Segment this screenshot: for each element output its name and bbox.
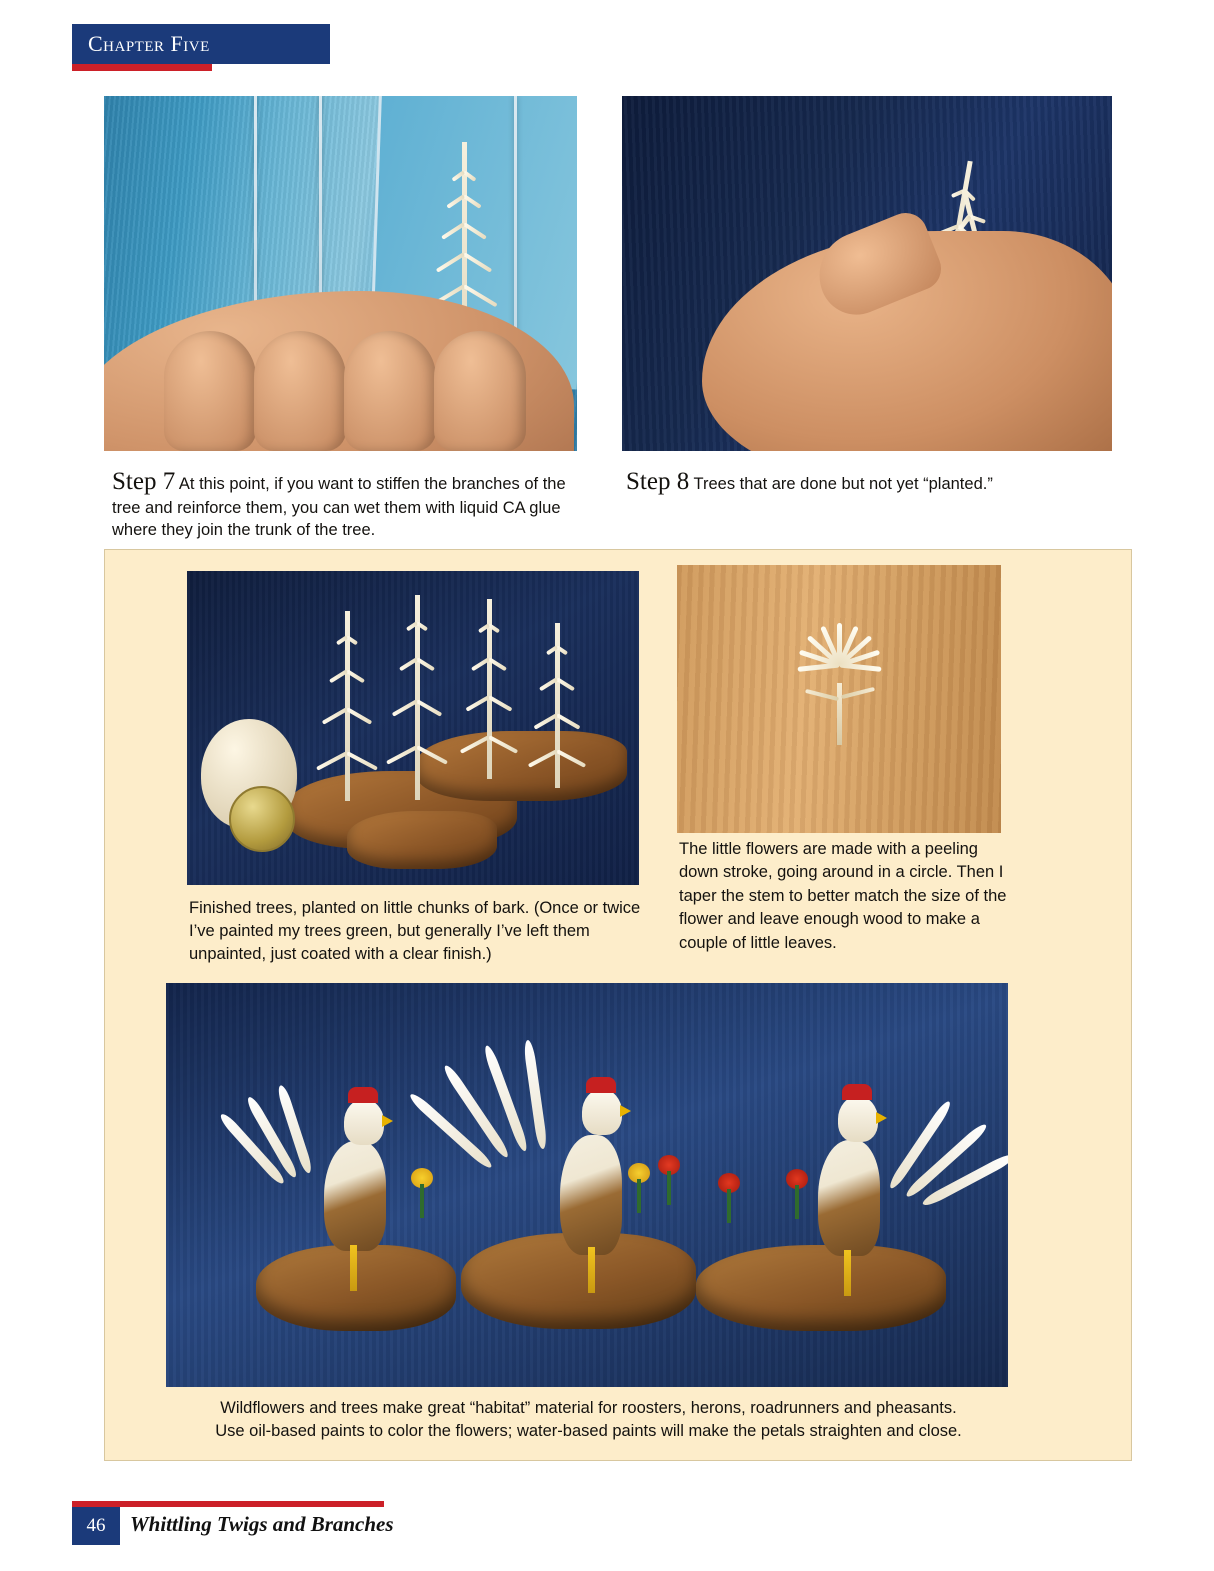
rooster-leg [350, 1245, 357, 1291]
flower-petal [839, 663, 881, 672]
carved-tree [377, 595, 457, 800]
finger [344, 331, 436, 451]
rooster-comb [586, 1077, 616, 1093]
flower-stem [837, 683, 842, 745]
flower-leaf [805, 689, 839, 701]
rooster-body [818, 1140, 880, 1256]
caption-finished-trees: Finished trees, planted on little chunks of bark. (Once or twice I’ve painted my trees green, but generally I’ve left them unpainted, just coated with a clear finish.) [189, 899, 641, 963]
photo-step8-finished-trees-in-hand [622, 96, 1112, 451]
flower-stalk [727, 1189, 731, 1223]
book-title: Whittling Twigs and Branches [130, 1512, 394, 1536]
flower-stalk [795, 1185, 799, 1219]
tree-branch [463, 252, 492, 272]
caption-step7 [112, 465, 592, 542]
caption-roosters-line2: Use oil-based paints to color the flowers; water-based paints will make the petals straighten and close. [215, 1422, 962, 1441]
tail-feather [523, 1039, 548, 1149]
carved-rooster [476, 1017, 666, 1307]
flower-petal [797, 663, 839, 672]
tree-branch [316, 751, 348, 770]
chapter-header [72, 24, 330, 64]
rooster-head [344, 1099, 384, 1145]
finger [434, 331, 526, 451]
rooster-body [324, 1141, 386, 1251]
tree-branch [416, 745, 448, 764]
tree-branch [460, 735, 490, 754]
chapter-header-rule [72, 64, 212, 71]
rooster-head [838, 1096, 878, 1142]
step8-label: Step 8 [626, 468, 690, 495]
photo-finished-trees-on-bark [187, 571, 639, 885]
tree-branch [528, 749, 558, 768]
rooster-head [582, 1089, 622, 1135]
rooster-beak [876, 1112, 887, 1124]
caption-roosters-line1: Wildflowers and trees make great “habitat” material for roosters, herons, roadrunners and pheasants. [220, 1399, 957, 1417]
flower-leaf [841, 687, 875, 699]
tree-branch [488, 735, 518, 754]
flower-stalk [420, 1184, 424, 1218]
carved-rooster [266, 1043, 426, 1303]
flower-stalk [667, 1171, 671, 1205]
photo-step7-knife-and-tree [104, 96, 577, 451]
tree-branch [436, 252, 465, 272]
rooster-beak [620, 1105, 631, 1117]
carved-tree [517, 623, 597, 788]
tree-branch [556, 749, 586, 768]
finger [164, 331, 256, 451]
rooster-beak [382, 1115, 393, 1127]
page-number: 46 [72, 1507, 120, 1545]
quarter-coin [229, 786, 295, 852]
tree-branch [463, 284, 498, 307]
rooster-comb [348, 1087, 378, 1103]
caption-step8 [626, 465, 1096, 498]
photo-little-flower-on-wood [677, 565, 1001, 833]
finger [254, 331, 346, 451]
rooster-leg [844, 1250, 851, 1296]
rooster-body [560, 1135, 622, 1255]
caption-roosters [166, 1397, 1011, 1444]
carved-tree [307, 611, 387, 801]
tail-feather [921, 1152, 1008, 1209]
rooster-comb [842, 1084, 872, 1100]
step8-caption-text: Trees that are done but not yet “planted.” [693, 475, 993, 493]
step7-label: Step 7 [112, 468, 176, 495]
flower-stalk [637, 1179, 641, 1213]
tree-branch [346, 751, 378, 770]
chapter-header-label: Chapter Five [88, 31, 210, 56]
caption-little-flower: The little flowers are made with a peeling down stroke, going around in a circle. Then I taper the stem to better match the size of the flower and leave enough wood to make a couple of little leaves. [679, 840, 1007, 952]
step7-caption-text: At this point, if you want to stiffen the branches of the tree and reinforce them, you can wet them with liquid CA glue where they join the trunk of the tree. [112, 475, 566, 539]
bark-chunk [347, 811, 497, 869]
tree-branch [386, 745, 418, 764]
photo-roosters-with-wildflowers [166, 983, 1008, 1387]
rooster-leg [588, 1247, 595, 1293]
